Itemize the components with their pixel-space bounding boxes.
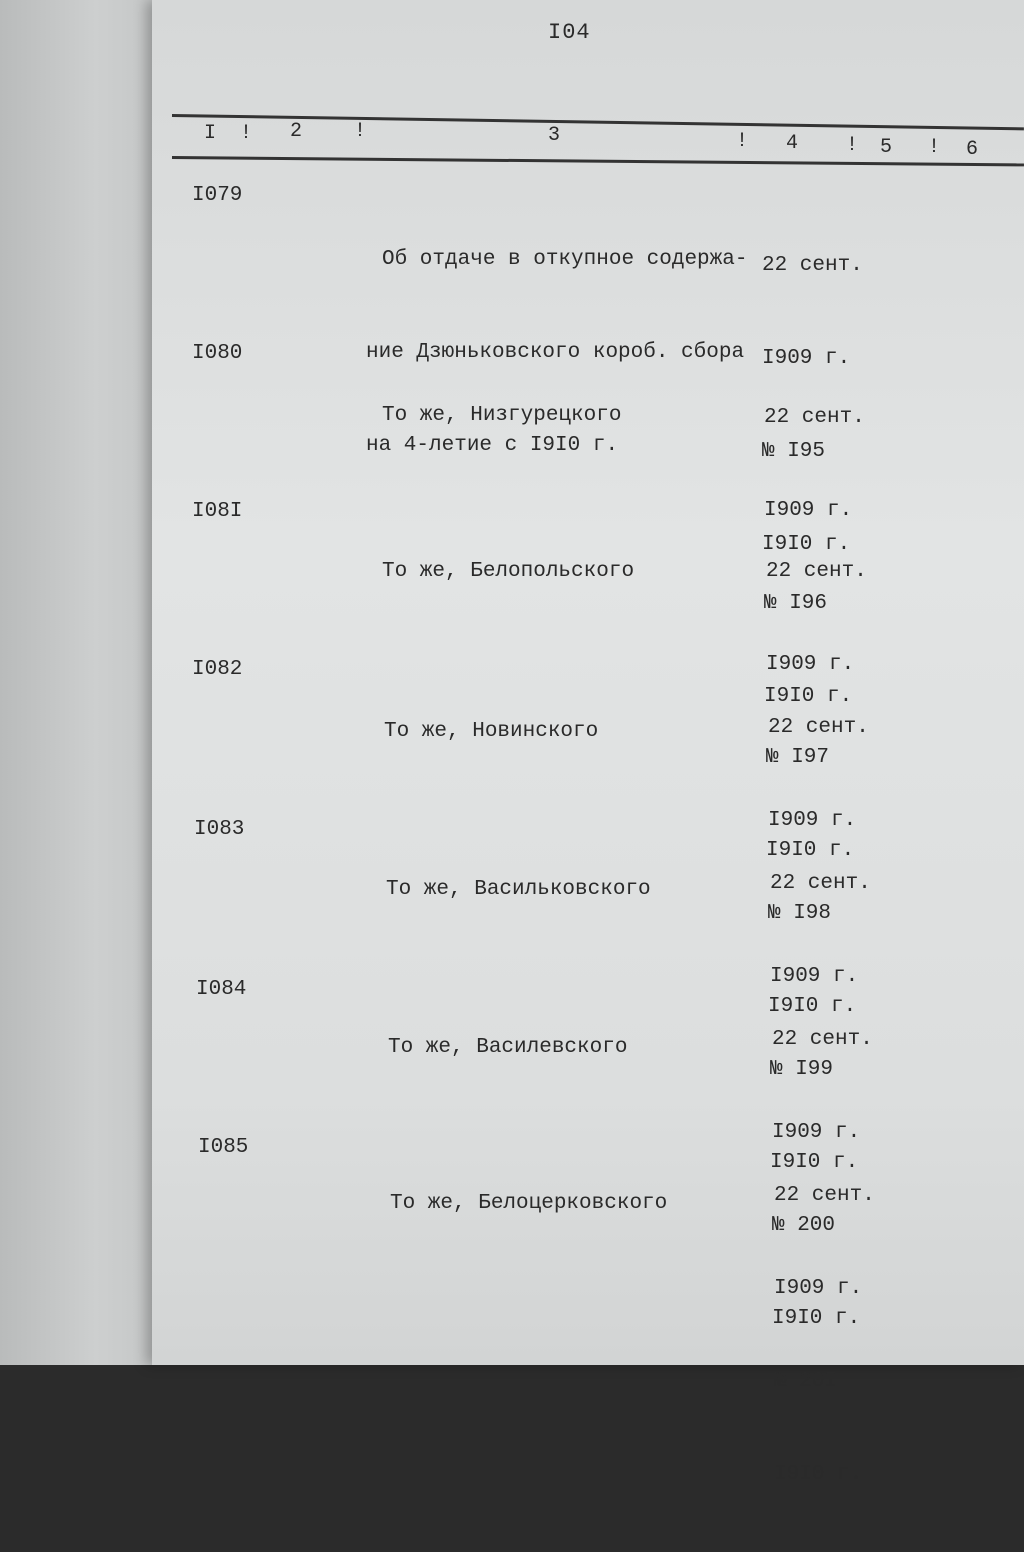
date-line: 22 сент. bbox=[764, 406, 865, 429]
date-line: I909 г. bbox=[764, 499, 853, 522]
column-separator: ! bbox=[354, 120, 367, 143]
entry-number: I083 bbox=[194, 818, 245, 841]
date-line: I909 г. bbox=[772, 1121, 861, 1144]
entry-description bbox=[382, 338, 621, 493]
column-separator: ! bbox=[736, 130, 749, 153]
description-line: То же, Василевского bbox=[388, 1036, 628, 1059]
column-separator: ! bbox=[846, 134, 859, 157]
date-line: № 200 bbox=[772, 1214, 836, 1237]
entry-description bbox=[382, 494, 634, 649]
entry-date bbox=[774, 1118, 875, 1552]
entry-number: I08I bbox=[192, 500, 243, 523]
date-line: 22 сент. bbox=[774, 1184, 875, 1207]
date-line: I9I0 г. bbox=[764, 685, 853, 708]
entry-description bbox=[390, 1126, 667, 1281]
date-line: I909 г. bbox=[762, 347, 851, 370]
date-line: 22 сент. bbox=[770, 872, 871, 895]
date-line: I909 г. bbox=[768, 809, 857, 832]
column-header-6: 6 bbox=[966, 138, 979, 161]
description-line: То же, Низгурецкого bbox=[382, 404, 622, 427]
entry-number: I079 bbox=[192, 184, 243, 207]
description-line: То же, Новинского bbox=[384, 720, 599, 743]
date-line: № I96 bbox=[764, 592, 828, 615]
column-separator: ! bbox=[240, 122, 253, 145]
description-line: То же, Белоцерковского bbox=[390, 1192, 668, 1215]
column-header-4: 4 bbox=[786, 132, 799, 155]
date-line: 22 сент. bbox=[766, 560, 867, 583]
entry-description bbox=[388, 970, 627, 1125]
entry-description bbox=[384, 654, 598, 809]
date-line: № I98 bbox=[768, 902, 832, 925]
page-number: I04 bbox=[548, 20, 591, 45]
description-line: ние Дзюньковского короб. сбора bbox=[366, 341, 745, 364]
entry-description bbox=[386, 812, 651, 967]
adjacent-page-edge bbox=[0, 0, 160, 1365]
date-line: 22 сент. bbox=[772, 1028, 873, 1051]
description-line: То же, Васильковского bbox=[386, 878, 651, 901]
date-line: I909 г. bbox=[774, 1277, 863, 1300]
column-header-2: 2 bbox=[290, 120, 303, 143]
entry-number: I084 bbox=[196, 978, 247, 1001]
column-header-3: 3 bbox=[548, 124, 561, 147]
description-line: на 4-летие с I9I0 г. bbox=[366, 434, 619, 457]
entry-number: I085 bbox=[198, 1136, 249, 1159]
date-line: № 20I bbox=[774, 1370, 838, 1393]
date-line: № I99 bbox=[770, 1058, 834, 1081]
description-line: То же, Белопольского bbox=[382, 560, 635, 583]
date-line: I9I0 г. bbox=[766, 839, 855, 862]
description-line: Об отдаче в откупное содержа- bbox=[382, 248, 748, 271]
date-line: I9I0 г. bbox=[762, 533, 851, 556]
date-line: I9I0 г. bbox=[774, 1463, 863, 1486]
date-line: I9I0 г. bbox=[772, 1307, 861, 1330]
entry-number: I082 bbox=[192, 658, 243, 681]
date-line: I909 г. bbox=[766, 653, 855, 676]
date-line: 22 сент. bbox=[768, 716, 869, 739]
date-line: I9I0 г. bbox=[768, 995, 857, 1018]
date-line: № I95 bbox=[762, 440, 826, 463]
date-line: I9I0 г. bbox=[770, 1151, 859, 1174]
date-line: № I97 bbox=[766, 746, 830, 769]
entry-number: I080 bbox=[192, 342, 243, 365]
column-header-1: I bbox=[204, 122, 217, 145]
date-line: I909 г. bbox=[770, 965, 859, 988]
column-header-5: 5 bbox=[880, 136, 893, 159]
column-separator: ! bbox=[928, 136, 941, 159]
date-line: 22 сент. bbox=[762, 254, 863, 277]
